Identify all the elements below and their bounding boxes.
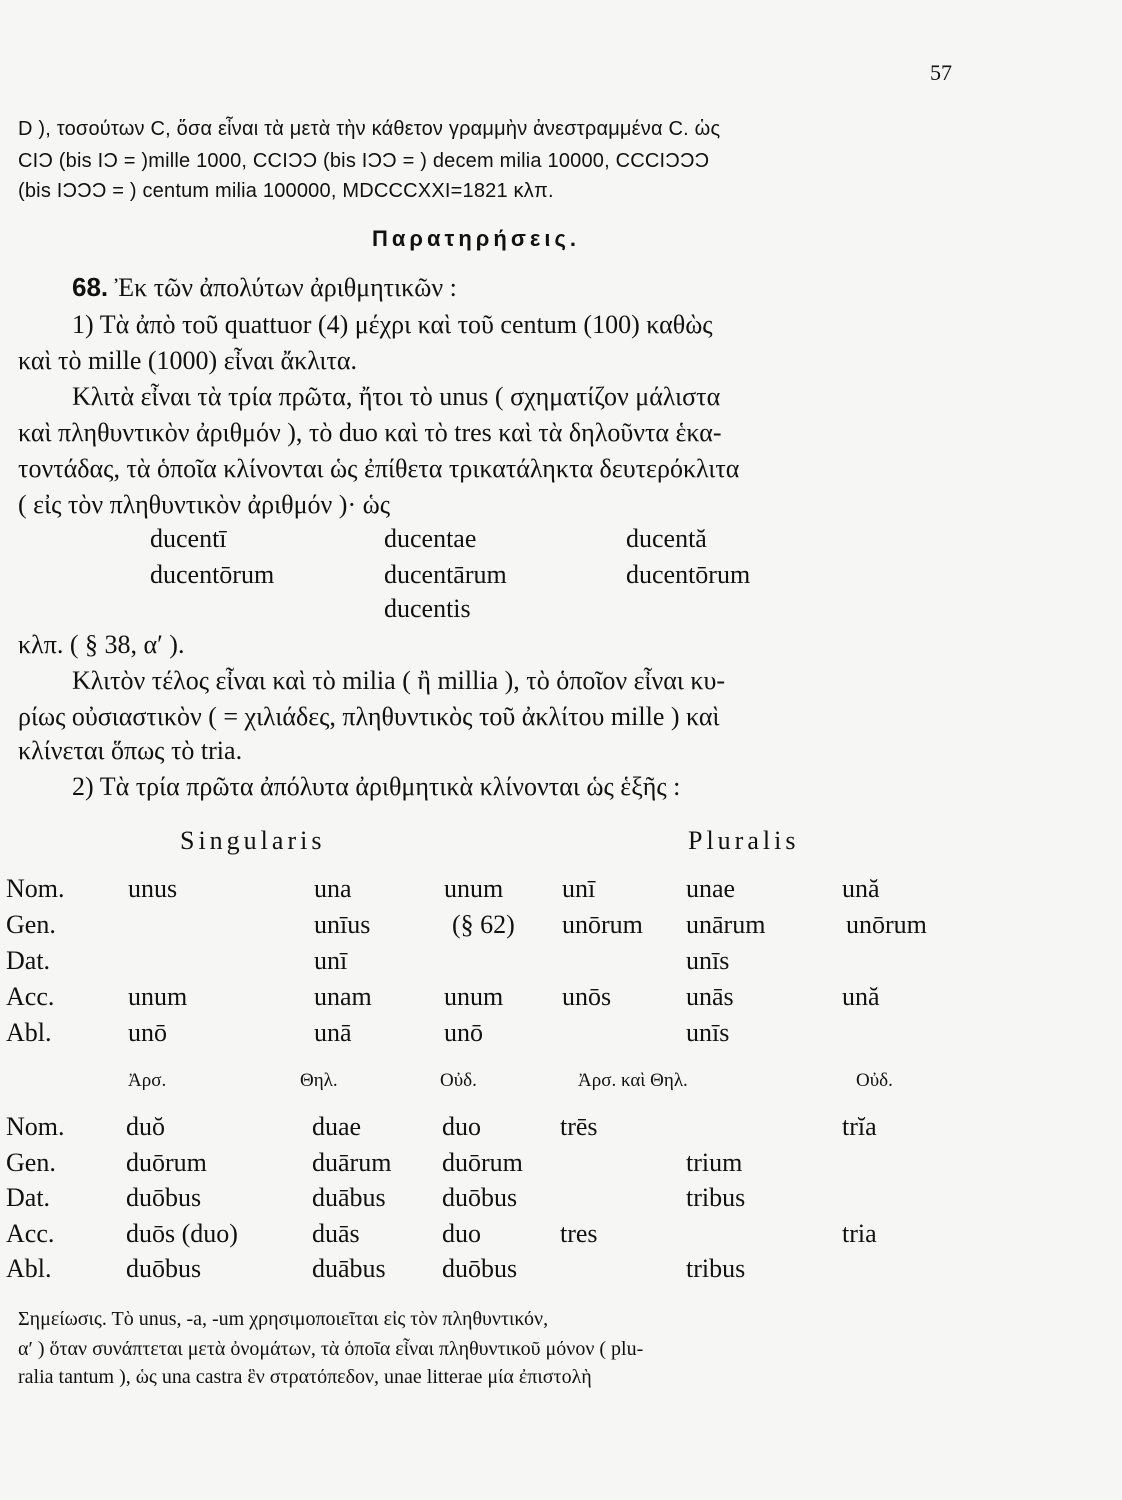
table-cell: duŏ (126, 1112, 165, 1141)
table-cell: unum (128, 982, 188, 1011)
table-cell: duae (312, 1112, 362, 1141)
case-label: Acc. (6, 1219, 55, 1248)
body-line: Κλιτὰ εἶναι τὰ τρία πρῶτα, ἤτοι τὸ unus ( σχηματίζον μάλιστα (72, 382, 721, 411)
table-cell: unō (128, 1018, 167, 1047)
section-title: Ἐκ τῶν ἀπολύτων ἀριθμητικῶν : (114, 273, 457, 302)
table-cell: ună (842, 982, 880, 1011)
intro-line: (bis IƆƆƆ = ) centum milia 100000, MDCCCXXI=1821 κλπ. (18, 180, 554, 202)
paradigm-cell: ducentī (150, 524, 227, 553)
intro-line: CIƆ (bis IƆ = )mille 1000, CCIƆƆ (bis IƆƆ = ) decem milia 10000, CCCIƆƆƆ (18, 150, 710, 172)
body-line: Κλιτὸν τέλος εἶναι καὶ τὸ milia ( ἢ millia ), τὸ ὁποῖον εἶναι κυ- (72, 666, 726, 695)
table-cell: duōrum (126, 1148, 207, 1177)
table-cell: unō (444, 1018, 483, 1047)
table-cell: unam (314, 982, 372, 1011)
table-cell: duōbus (126, 1183, 202, 1212)
body-line: καὶ πληθυντικὸν ἀριθμόν ), τὸ duo καὶ τὸ tres καὶ τὰ δηλοῦντα ἑκα- (18, 418, 722, 447)
table-cell: tres (560, 1219, 598, 1248)
note-line: Σημείωσις. Τὸ unus, -a, -um χρησιμοποιεῖται εἰς τὸν πληθυντικόν, (18, 1308, 549, 1330)
table-cell: duōbus (126, 1254, 202, 1283)
note-line: α′ ) ὅταν συνάπτεται μετὰ ὀνομάτων, τὰ ὁποῖα εἶναι πληθυντικοῦ μόνον ( plu- (18, 1338, 644, 1360)
paradigm-cell: ducentă (626, 524, 707, 553)
table-cell: unīus (314, 910, 371, 939)
case-label: Abl. (6, 1254, 52, 1283)
table-cell: unārum (686, 910, 766, 939)
table-cell: ună (842, 874, 880, 903)
table-cell: tribus (686, 1254, 746, 1283)
intro-line: D ), τοσούτων C, ὅσα εἶναι τὰ μετὰ τὴν κάθετον γραμμὴν ἀνεστραμμένα C. ὡς (18, 118, 721, 140)
singularis-header: Singularis (180, 826, 326, 855)
paradigm-cell: ducentōrum (150, 560, 275, 589)
table-cell: trium (686, 1148, 743, 1177)
paradigm-cell: ducentae (384, 524, 477, 553)
gender-label: Θηλ. (300, 1070, 338, 1091)
case-label: Dat. (6, 946, 51, 975)
table-cell: duōrum (442, 1148, 523, 1177)
paradigm-cell: ducentōrum (626, 560, 751, 589)
table-cell: duōs (duo) (126, 1219, 238, 1248)
table-cell: tria (842, 1219, 877, 1248)
gender-label: Οὐδ. (856, 1070, 893, 1091)
table-cell: trēs (560, 1112, 598, 1141)
case-label: Gen. (6, 910, 56, 939)
section-heading: Παρατηρήσεις. (372, 226, 581, 251)
table-cell: unae (686, 874, 736, 903)
body-line: 1) Τὰ ἀπὸ τοῦ quattuor (4) μέχρι καὶ τοῦ centum (100) καθὼς (72, 310, 713, 339)
case-label: Dat. (6, 1183, 51, 1212)
note-line: ralia tantum ), ὡς una castra ἓν στρατόπεδον, unae litterae μία ἐπιστολὴ (18, 1366, 592, 1388)
body-line: 2) Τὰ τρία πρῶτα ἀπόλυτα ἀριθμητικὰ κλίνονται ὡς ἑξῆς : (72, 772, 681, 801)
section-68-title (72, 272, 457, 303)
pluralis-header: Pluralis (688, 826, 800, 855)
table-cell: duo (442, 1219, 481, 1248)
case-label: Nom. (6, 1112, 65, 1141)
gender-label: Οὐδ. (440, 1070, 477, 1091)
table-cell: unā (314, 1018, 352, 1047)
table-cell: duābus (312, 1183, 386, 1212)
table-cell: unōrum (562, 910, 643, 939)
table-cell: (§ 62) (452, 910, 515, 939)
body-line: κλίνεται ὅπως τὸ tria. (18, 736, 243, 765)
table-cell: unīs (686, 1018, 730, 1047)
paradigm-cell: ducentārum (384, 560, 507, 589)
table-cell: unōs (562, 982, 612, 1011)
body-line: κλπ. ( § 38, α′ ). (18, 630, 185, 659)
table-cell: unās (686, 982, 734, 1011)
gender-label: Ἀρσ. (128, 1070, 167, 1091)
case-label: Abl. (6, 1018, 52, 1047)
table-cell: duōbus (442, 1254, 518, 1283)
table-cell: duo (442, 1112, 481, 1141)
table-cell: unum (444, 874, 504, 903)
case-label: Acc. (6, 982, 55, 1011)
table-cell: tribus (686, 1183, 746, 1212)
table-cell: duābus (312, 1254, 386, 1283)
table-cell: duārum (312, 1148, 392, 1177)
body-line: τοντάδας, τὰ ὁποῖα κλίνονται ὡς ἐπίθετα τρικατάληκτα δευτερόκλιτα (18, 454, 740, 483)
page-number: 57 (930, 60, 952, 85)
body-line: ρίως οὐσιαστικὸν ( = χιλιάδες, πληθυντικὸς τοῦ ἀκλίτου mille ) καὶ (18, 702, 720, 731)
table-cell: unī (562, 874, 596, 903)
table-cell: unum (444, 982, 504, 1011)
table-cell: unī (314, 946, 348, 975)
paradigm-cell: ducentis (384, 594, 471, 623)
gender-label: Ἀρσ. καὶ Θηλ. (578, 1070, 688, 1091)
body-line: καὶ τὸ mille (1000) εἶναι ἄκλιτα. (18, 346, 358, 375)
case-label: Gen. (6, 1148, 56, 1177)
table-cell: una (314, 874, 352, 903)
table-cell: unīs (686, 946, 730, 975)
section-number: 68. (72, 272, 109, 302)
case-label: Nom. (6, 874, 65, 903)
table-cell: trĭa (842, 1112, 877, 1141)
body-line: ( εἰς τὸν πληθυντικὸν ἀριθμόν )· ὡς (18, 490, 391, 519)
table-cell: duās (312, 1219, 360, 1248)
table-cell: unus (128, 874, 178, 903)
table-cell: unōrum (846, 910, 927, 939)
table-cell: duōbus (442, 1183, 518, 1212)
